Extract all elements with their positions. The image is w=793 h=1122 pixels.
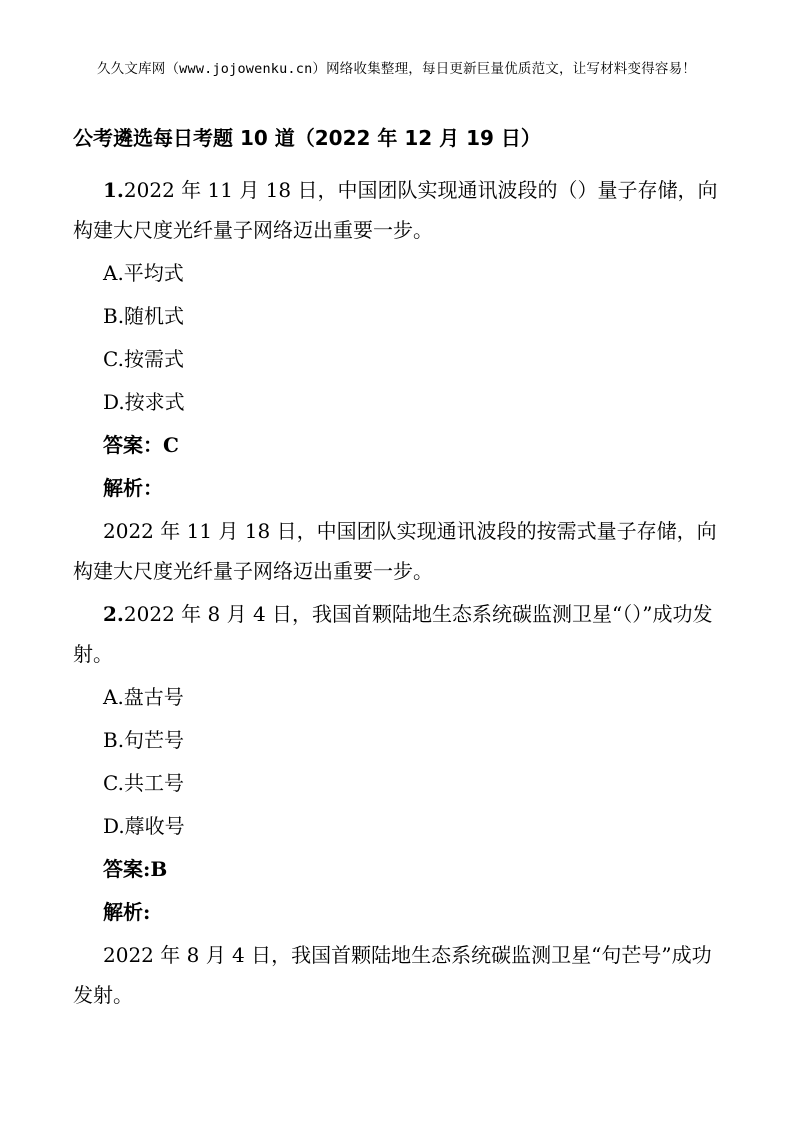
question-stem	[73, 594, 721, 674]
option-a: A.平均式	[103, 261, 184, 285]
page-title: 公考遴选每日考题 10 道（2022 年 12 月 19 日）	[73, 126, 541, 150]
option-d: D.蓐收号	[103, 814, 185, 838]
analysis-text: 2022 年 8 月 4 日，我国首颗陆地生态系统碳监测卫星“句芒号”成功发射。	[73, 943, 712, 1007]
option-a: A.盘古号	[103, 685, 184, 709]
answer: 答案：C	[103, 433, 179, 457]
analysis-label: 解析：	[103, 476, 163, 500]
option-c: C.共工号	[103, 771, 184, 795]
page-header: 久久文库网（www.jojowenku.cn）网络收集整理，每日更新巨量优质范文，让写材料变得容易！	[96, 61, 697, 77]
question-text: 2022 年 8 月 4 日，我国首颗陆地生态系统碳监测卫星“（）”成功发射。	[73, 602, 713, 666]
question-block	[73, 594, 721, 1015]
answer: 答案:B	[103, 857, 168, 881]
analysis-label: 解析:	[103, 900, 151, 924]
question-block	[73, 170, 721, 591]
question-number: 2.	[103, 602, 124, 626]
analysis-text: 2022 年 11 月 18 日，中国团队实现通讯波段的按需式量子存储，向构建大尺度光纤量子网络迈出重要一步。	[73, 519, 717, 583]
option-d: D.按求式	[103, 390, 185, 414]
document-body	[73, 170, 721, 1018]
question-stem	[73, 170, 721, 250]
question-text: 2022 年 11 月 18 日，中国团队实现通讯波段的（）量子存储，向构建大尺度光纤量子网络迈出重要一步。	[73, 178, 718, 242]
option-b: B.随机式	[103, 304, 185, 328]
option-c: C.按需式	[103, 347, 184, 371]
question-number: 1.	[103, 178, 124, 202]
option-b: B.句芒号	[103, 728, 185, 752]
